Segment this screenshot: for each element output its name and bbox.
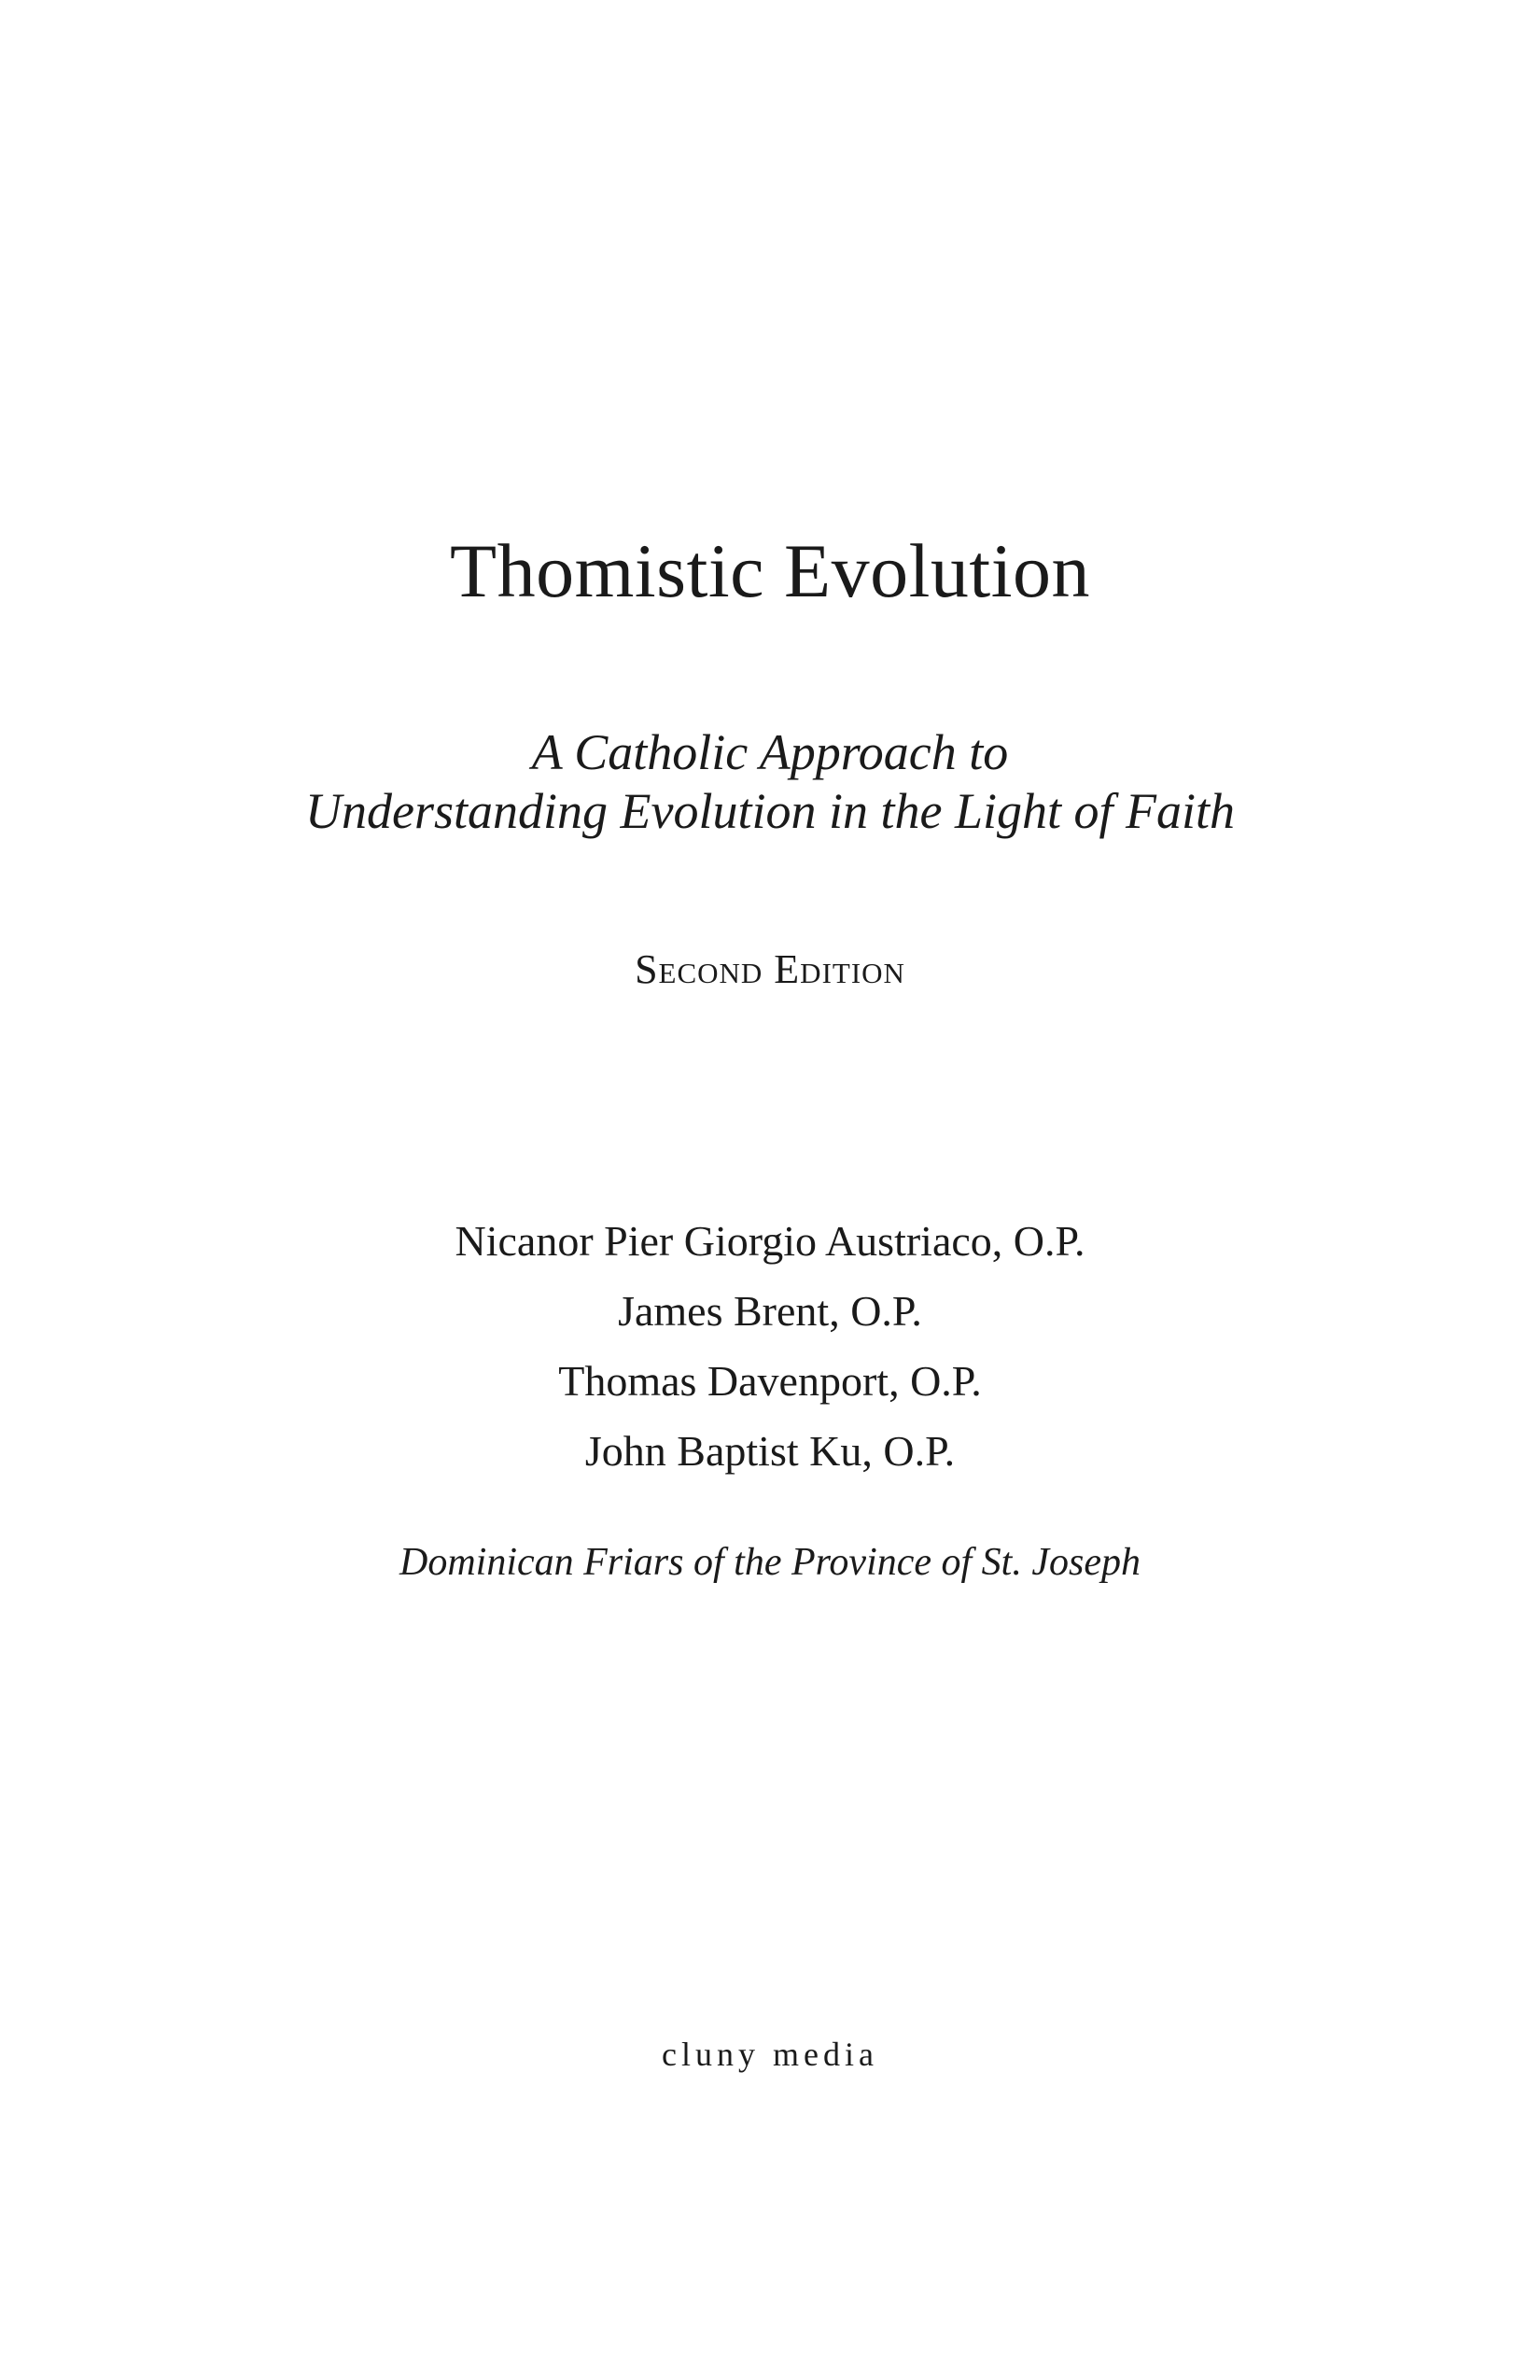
book-subtitle-line-1: A Catholic Approach to (531, 724, 1009, 780)
author-name: Thomas Davenport, O.P. (558, 1357, 982, 1405)
book-title: Thomistic Evolution (450, 528, 1090, 613)
author-name: John Baptist Ku, O.P. (584, 1427, 956, 1475)
author-name: Nicanor Pier Giorgio Austriaco, O.P. (455, 1217, 1085, 1265)
edition-label: Second Edition (635, 946, 905, 992)
book-subtitle-line-2: Understanding Evolution in the Light of Faith (305, 783, 1235, 839)
author-name: James Brent, O.P. (618, 1287, 922, 1335)
author-affiliation: Dominican Friars of the Province of St. Joseph (399, 1541, 1141, 1584)
publisher-imprint: cluny media (662, 2036, 878, 2073)
